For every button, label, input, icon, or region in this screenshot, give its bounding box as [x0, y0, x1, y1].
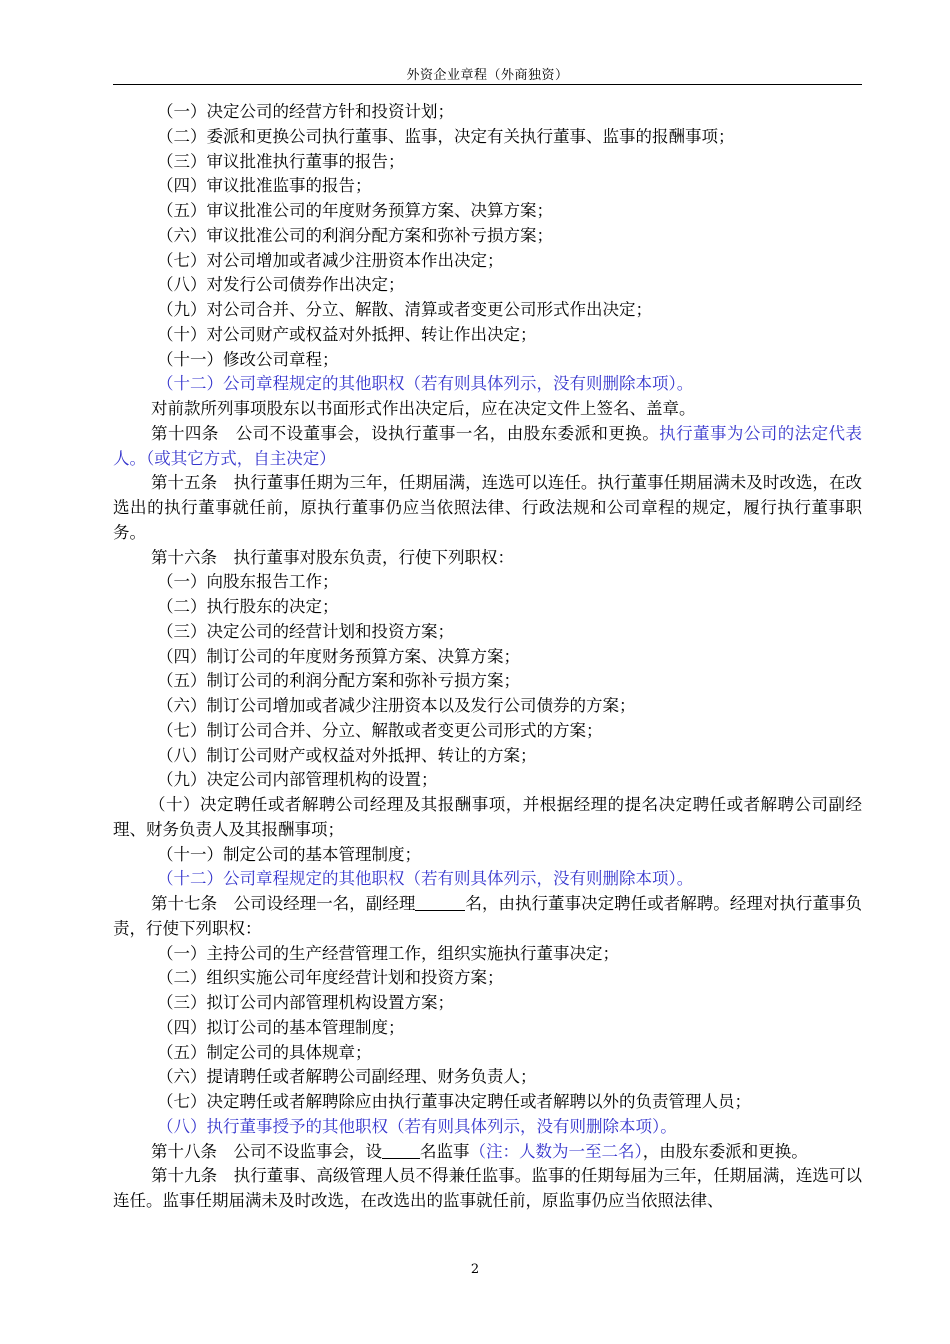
- article-18-text-before: 第十八条 公司不设监事会，设: [151, 1141, 382, 1161]
- article-18-text-middle: 名监事: [420, 1141, 470, 1161]
- manager-powers-list: [113, 942, 862, 1140]
- list-item: （一）决定公司的经营方针和投资计划；: [157, 102, 454, 121]
- article-16: 第十六条 执行董事对股东负责，行使下列职权：: [151, 547, 514, 567]
- paragraph-signature: 对前款所列事项股东以书面形式作出决定后，应在决定文件上签名、盖章。: [151, 399, 696, 418]
- list-item: （十一）制定公司的基本管理制度；: [157, 844, 421, 864]
- list-item: （七）对公司增加或者减少注册资本作出决定；: [157, 250, 504, 270]
- list-item: （四）审议批准监事的报告；: [157, 176, 372, 196]
- article-18: [113, 1140, 862, 1165]
- article-15: 第十五条 执行董事任期为三年，任期届满，连选可以连任。执行董事任期届满未及时改选，在改选出的执行董事就任前，原执行董事仍应当依照法律、行政法规和公司章程的规定，履行执行董事职务。: [113, 473, 862, 542]
- list-item-note: （十二）公司章程规定的其他职权（若有则具体列示，没有则删除本项）。: [157, 869, 694, 889]
- list-item: （八）制订公司财产或权益对外抵押、转让的方案；: [157, 745, 537, 765]
- list-item: （六）制订公司增加或者减少注册资本以及发行公司债券的方案；: [157, 696, 636, 715]
- list-item: （三）拟订公司内部管理机构设置方案；: [157, 993, 454, 1012]
- list-item: （五）制订公司的利润分配方案和弥补亏损方案；: [157, 671, 520, 691]
- shareholder-powers-list: [113, 100, 862, 397]
- list-item: （七）决定聘任或者解聘除应由执行董事决定聘任或者解聘以外的负责管理人员；: [157, 1092, 751, 1111]
- list-item: （二）委派和更换公司执行董事、监事，决定有关执行董事、监事的报酬事项；: [157, 126, 735, 146]
- list-item: （四）拟订公司的基本管理制度；: [157, 1017, 405, 1037]
- article-17-text-after: 名，由执行董事决定聘任或者解聘。经理对执行董事负责，行使下列职权：: [113, 894, 863, 938]
- page-number: 2: [470, 1262, 480, 1277]
- header-rule: [113, 84, 862, 85]
- running-header: 外资企业章程（外商独资）: [406, 68, 569, 83]
- article-18-text-after: ，由股东委派和更换。: [642, 1141, 808, 1161]
- list-item: （三）决定公司的经营计划和投资方案；: [157, 621, 454, 641]
- article-18-note: （注：人数为一至二名）: [469, 1141, 643, 1161]
- list-item: （七）制订公司合并、分立、解散或者变更公司形式的方案；: [157, 720, 603, 740]
- list-item: （五）审议批准公司的年度财务预算方案、决算方案；: [157, 201, 553, 220]
- list-item: （四）制订公司的年度财务预算方案、决算方案；: [157, 646, 520, 666]
- list-item-note: （八）执行董事授予的其他职权（若有则具体列示，没有则删除本项）。: [157, 1116, 677, 1136]
- list-item: （十）决定聘任或者解聘公司经理及其报酬事项，并根据经理的提名决定聘任或者解聘公司副经理、财务负责人及其报酬事项；: [113, 795, 862, 839]
- list-item: （一）向股东报告工作；: [157, 572, 339, 592]
- article-14: [113, 422, 862, 472]
- list-item: （一）主持公司的生产经营管理工作，组织实施执行董事决定；: [157, 943, 619, 963]
- deputy-manager-count-blank: [415, 894, 465, 911]
- article-19: 第十九条 执行董事、高级管理人员不得兼任监事。监事的任期每届为三年，任期届满，连选可以连任。监事任期届满未及时改选，在改选出的监事就任前，原监事仍应当依照法律、: [113, 1166, 862, 1210]
- list-item: （三）审议批准执行董事的报告；: [157, 151, 405, 171]
- article-17: [113, 892, 862, 942]
- list-item-note: （十二）公司章程规定的其他职权（若有则具体列示，没有则删除本项）。: [157, 374, 694, 394]
- list-item: （十一）修改公司章程；: [157, 349, 339, 369]
- article-14-note: 执行董事为公司的法定代表人。（或其它方式，自主决定）: [113, 423, 863, 468]
- list-item: （二）组织实施公司年度经营计划和投资方案；: [157, 968, 504, 988]
- document-body: [113, 100, 862, 1214]
- article-17-text-before: 第十七条 公司设经理一名，副经理: [151, 894, 416, 913]
- list-item: （二）执行股东的决定；: [157, 597, 339, 616]
- list-item: （九）决定公司内部管理机构的设置；: [157, 770, 438, 790]
- list-item: （十）对公司财产或权益对外抵押、转让作出决定；: [157, 324, 537, 344]
- list-item: （六）提请聘任或者解聘公司副经理、财务负责人；: [157, 1067, 537, 1087]
- article-14-text: 第十四条 公司不设董事会，设执行董事一名，由股东委派和更换。: [151, 423, 660, 443]
- supervisor-count-blank: [382, 1142, 420, 1159]
- list-item: （六）审议批准公司的利润分配方案和弥补亏损方案；: [157, 225, 553, 245]
- executive-director-powers-list: [113, 570, 862, 892]
- list-item: （八）对发行公司债券作出决定；: [157, 275, 405, 295]
- list-item: （九）对公司合并、分立、解散、清算或者变更公司形式作出决定；: [157, 300, 652, 319]
- list-item: （五）制定公司的具体规章；: [157, 1042, 372, 1062]
